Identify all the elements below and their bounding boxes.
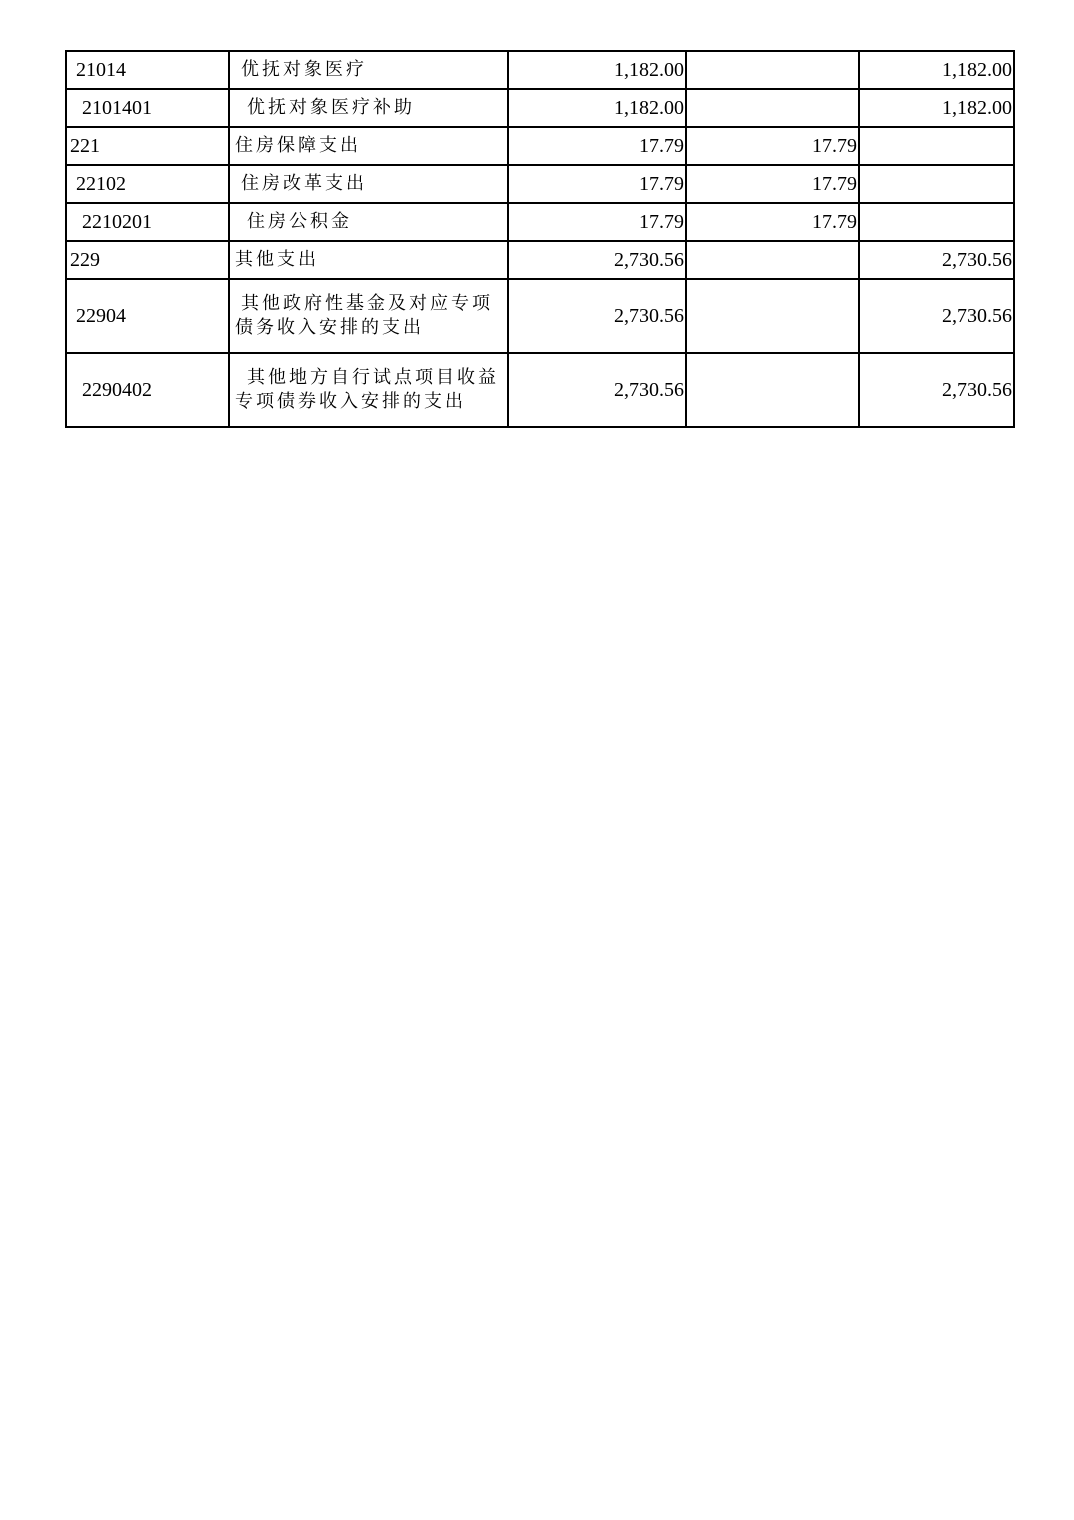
project-expenditure: 2,730.56: [859, 279, 1014, 353]
subject-name: 优抚对象医疗补助: [229, 89, 508, 127]
basic-expenditure: 17.79: [686, 203, 859, 241]
project-expenditure: [859, 127, 1014, 165]
basic-expenditure: 17.79: [686, 165, 859, 203]
total-amount: 2,730.56: [508, 353, 686, 427]
subject-name: 住房改革支出: [229, 165, 508, 203]
subject-code: 2101401: [66, 89, 229, 127]
subject-name: 住房保障支出: [229, 127, 508, 165]
total-amount: 17.79: [508, 127, 686, 165]
table-row: [66, 353, 1014, 427]
total-amount: 2,730.56: [508, 279, 686, 353]
table-row: [66, 51, 1014, 89]
subject-code: 21014: [66, 51, 229, 89]
subject-code: 22904: [66, 279, 229, 353]
table-row: [66, 165, 1014, 203]
subject-name: 住房公积金: [229, 203, 508, 241]
subject-name: [229, 279, 508, 353]
subject-name: 其他支出: [229, 241, 508, 279]
table-row: [66, 203, 1014, 241]
table-row: [66, 279, 1014, 353]
subject-code: 2210201: [66, 203, 229, 241]
project-expenditure: [859, 165, 1014, 203]
total-amount: 2,730.56: [508, 241, 686, 279]
total-amount: 17.79: [508, 165, 686, 203]
budget-expenditure-table: [65, 50, 1015, 428]
project-expenditure: 1,182.00: [859, 51, 1014, 89]
basic-expenditure: 17.79: [686, 127, 859, 165]
basic-expenditure: [686, 353, 859, 427]
subject-name: [229, 353, 508, 427]
project-expenditure: 2,730.56: [859, 241, 1014, 279]
total-amount: 1,182.00: [508, 89, 686, 127]
subject-code: 221: [66, 127, 229, 165]
subject-name: 优抚对象医疗: [229, 51, 508, 89]
basic-expenditure: [686, 51, 859, 89]
basic-expenditure: [686, 89, 859, 127]
table-row: [66, 127, 1014, 165]
total-amount: 1,182.00: [508, 51, 686, 89]
subject-code: 22102: [66, 165, 229, 203]
subject-code: 229: [66, 241, 229, 279]
table-row: [66, 241, 1014, 279]
table-row: [66, 89, 1014, 127]
subject-name-line-1: 其他地方自行试点项目收益: [247, 367, 499, 388]
subject-name-line-2: 债务收入安排的支出: [235, 317, 424, 338]
subject-name-line-2: 专项债券收入安排的支出: [235, 391, 466, 412]
project-expenditure: [859, 203, 1014, 241]
project-expenditure: 2,730.56: [859, 353, 1014, 427]
basic-expenditure: [686, 279, 859, 353]
total-amount: 17.79: [508, 203, 686, 241]
project-expenditure: 1,182.00: [859, 89, 1014, 127]
subject-name-line-1: 其他政府性基金及对应专项: [241, 293, 493, 314]
subject-code: 2290402: [66, 353, 229, 427]
basic-expenditure: [686, 241, 859, 279]
